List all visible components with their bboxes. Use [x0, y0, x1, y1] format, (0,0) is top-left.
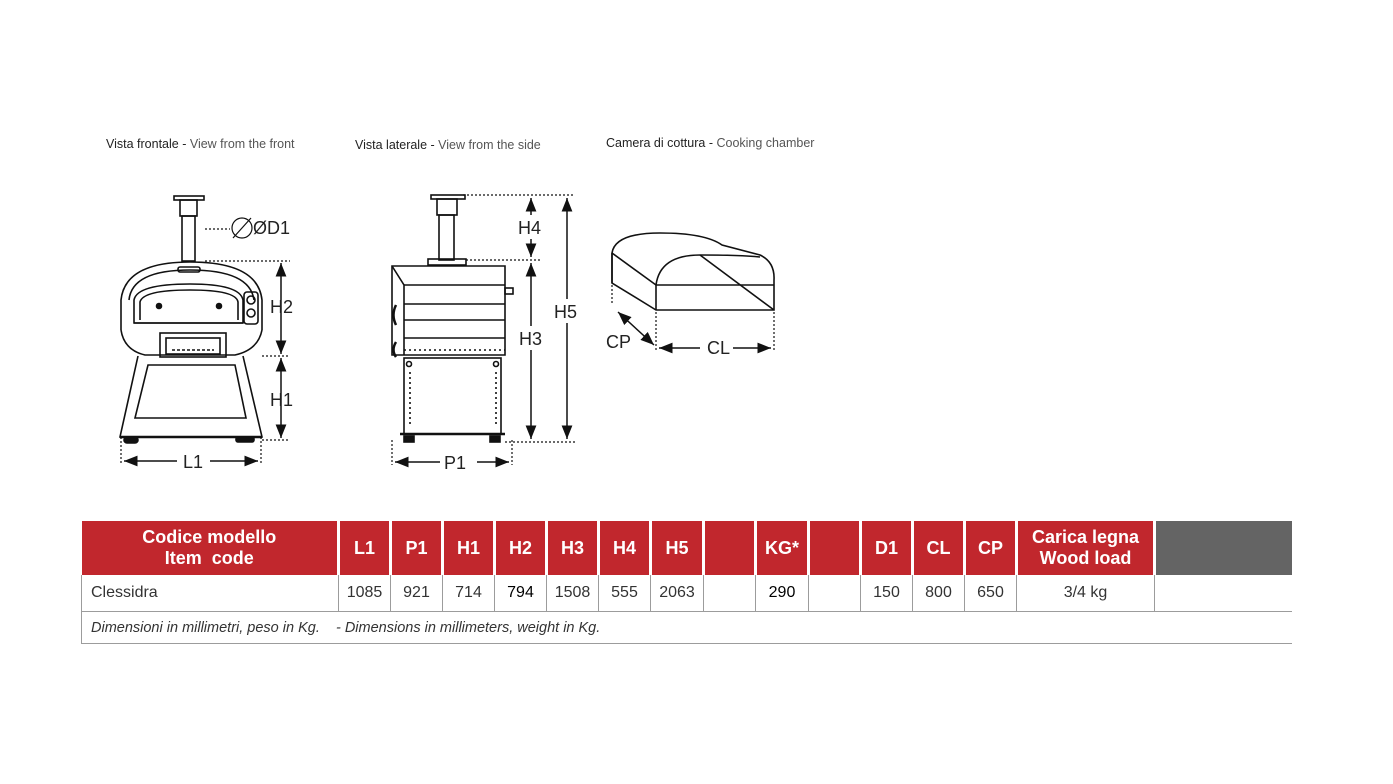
- caption-side-en: View from the side: [438, 138, 541, 152]
- caption-chamber-it: Camera di cottura: [606, 136, 706, 150]
- header-item-code: [82, 521, 339, 575]
- label-p1: P1: [444, 453, 467, 473]
- header-blank-2: [809, 521, 861, 575]
- header-h2: H2: [495, 521, 547, 575]
- header-cp: CP: [965, 521, 1017, 575]
- cell-grey-blank: [1155, 575, 1292, 612]
- header-kg: KG*: [756, 521, 809, 575]
- cell-h5: 2063: [651, 575, 704, 612]
- spec-table: [81, 521, 1292, 644]
- header-wood-en: Wood load: [1039, 548, 1132, 568]
- caption-front-sep: -: [178, 137, 190, 151]
- header-d1: D1: [861, 521, 913, 575]
- label-l1: L1: [183, 452, 204, 472]
- chamber-dimensions: [612, 285, 774, 352]
- cell-blank-2: [809, 575, 861, 612]
- label-h5: H5: [554, 302, 578, 322]
- cell-kg: 290: [756, 575, 809, 612]
- front-view-drawing: [120, 196, 262, 443]
- header-h3: H3: [547, 521, 599, 575]
- header-h4: H4: [599, 521, 651, 575]
- cell-d1: 150: [861, 575, 913, 612]
- cell-l1: 1085: [339, 575, 391, 612]
- cell-wood-load: 3/4 kg: [1017, 575, 1155, 612]
- header-blank-1: [704, 521, 756, 575]
- header-cl: CL: [913, 521, 965, 575]
- cell-h2: 794: [495, 575, 547, 612]
- caption-chamber-sep: -: [705, 136, 717, 150]
- label-h3: H3: [519, 329, 543, 349]
- header-item-code-it: Codice modello: [142, 527, 277, 547]
- label-d1: ØD1: [253, 218, 291, 238]
- table-note-row: [82, 612, 1292, 644]
- cell-cl: 800: [913, 575, 965, 612]
- cell-p1: 921: [391, 575, 443, 612]
- header-p1: P1: [391, 521, 443, 575]
- cell-blank-1: [704, 575, 756, 612]
- header-h1: H1: [443, 521, 495, 575]
- caption-chamber-en: Cooking chamber: [716, 136, 815, 150]
- side-view-drawing: [392, 195, 513, 442]
- table-note: Dimensioni in millimetri, peso in Kg. - Dimensions in millimeters, weight in Kg.: [82, 612, 1292, 644]
- header-wood-load: [1017, 521, 1155, 575]
- label-h1-front: H1: [270, 390, 294, 410]
- header-l1: L1: [339, 521, 391, 575]
- cell-h3: 1508: [547, 575, 599, 612]
- front-view-dimensions: [121, 218, 290, 464]
- cell-name: Clessidra: [82, 575, 339, 612]
- header-h5: H5: [651, 521, 704, 575]
- label-h4: H4: [518, 218, 542, 238]
- header-item-code-en: Item code: [164, 548, 254, 568]
- caption-side-sep: -: [427, 138, 439, 152]
- label-cl: CL: [707, 338, 731, 358]
- cell-h4: 555: [599, 575, 651, 612]
- caption-front-it: Vista frontale: [106, 137, 179, 151]
- label-h2-front: H2: [270, 297, 294, 317]
- header-wood-it: Carica legna: [1031, 527, 1140, 547]
- chamber-drawing: [612, 233, 774, 310]
- table-row: [82, 575, 1292, 612]
- header-grey-block: [1155, 521, 1292, 575]
- caption-front-en: View from the front: [189, 137, 295, 151]
- caption-side-it: Vista laterale: [355, 138, 428, 152]
- table-header-row: [82, 521, 1292, 575]
- cell-h1: 714: [443, 575, 495, 612]
- label-cp: CP: [606, 332, 632, 352]
- cell-cp: 650: [965, 575, 1017, 612]
